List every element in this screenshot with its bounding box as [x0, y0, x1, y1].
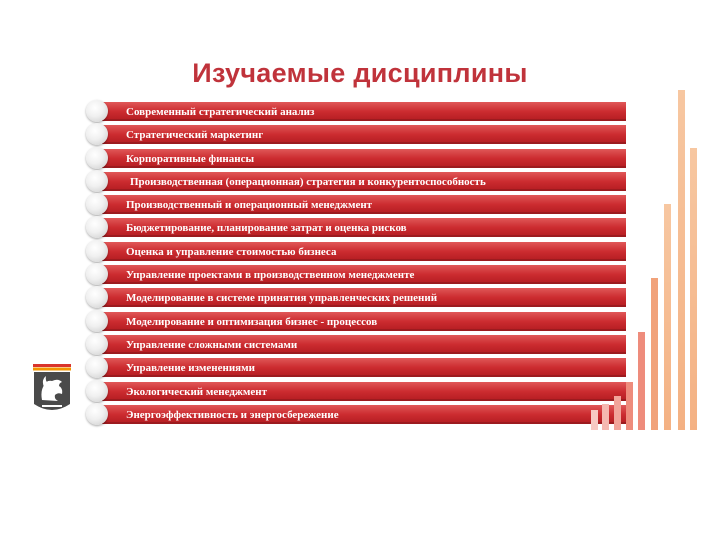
discipline-item [86, 311, 626, 334]
discipline-label: Энергоэффективность и энергосбережение [126, 408, 339, 421]
discipline-bar [102, 288, 626, 307]
discipline-bar [102, 382, 626, 401]
slide-title: Изучаемые дисциплины [192, 58, 528, 88]
discipline-label: Корпоративные финансы [126, 152, 255, 165]
discipline-label: Современный стратегический анализ [126, 106, 315, 118]
discipline-label: Управление сложными системами [126, 338, 298, 351]
bullet-circle-icon [86, 240, 108, 262]
discipline-bar [102, 242, 626, 261]
discipline-label: Бюджетирование, планирование затрат и оценка рисков [126, 222, 407, 235]
discipline-label: Производственная (операционная) стратегия и конкурентоспособность [130, 175, 486, 188]
discipline-item [86, 404, 626, 427]
discipline-item [86, 334, 626, 357]
discipline-item [86, 171, 626, 194]
discipline-label: Стратегический маркетинг [126, 129, 264, 142]
discipline-item [86, 194, 626, 217]
discipline-bar [102, 405, 626, 424]
discipline-bar [102, 335, 626, 354]
discipline-bar [102, 265, 626, 284]
discipline-bar [102, 218, 626, 237]
discipline-list [86, 101, 626, 427]
bullet-circle-icon [86, 263, 108, 285]
discipline-bar [102, 195, 626, 214]
bullet-circle-icon [86, 100, 108, 122]
discipline-bar [102, 149, 626, 168]
discipline-label: Моделирование в системе принятия управленческих решений [126, 292, 438, 305]
discipline-label: Производственный и операционный менеджмент [126, 199, 373, 212]
discipline-item [86, 381, 626, 404]
rising-bars-decoration [590, 80, 710, 430]
discipline-label: Моделирование и оптимизация бизнес - процессов [126, 315, 378, 328]
discipline-label: Экологический менеджмент [126, 385, 267, 398]
discipline-item [86, 217, 626, 240]
discipline-label: Оценка и управление стоимостью бизнеса [126, 245, 337, 258]
discipline-bar [102, 358, 626, 377]
discipline-label: Управление изменениями [126, 362, 255, 375]
bullet-circle-icon [86, 170, 108, 192]
discipline-bar [102, 172, 626, 191]
discipline-item [86, 241, 626, 264]
bullet-circle-icon [86, 403, 108, 425]
bullet-circle-icon [86, 310, 108, 332]
discipline-item [86, 124, 626, 147]
discipline-item [86, 101, 626, 124]
discipline-item [86, 357, 626, 380]
discipline-item [86, 287, 626, 310]
bullet-circle-icon [86, 380, 108, 402]
bullet-circle-icon [86, 333, 108, 355]
discipline-bar [102, 312, 626, 331]
discipline-bar [102, 125, 626, 144]
discipline-label: Управление проектами в производственном менеджменте [126, 269, 415, 282]
discipline-bar [102, 102, 626, 121]
bullet-circle-icon [86, 147, 108, 169]
discipline-item [86, 148, 626, 171]
discipline-item [86, 264, 626, 287]
university-emblem-icon [32, 364, 72, 416]
